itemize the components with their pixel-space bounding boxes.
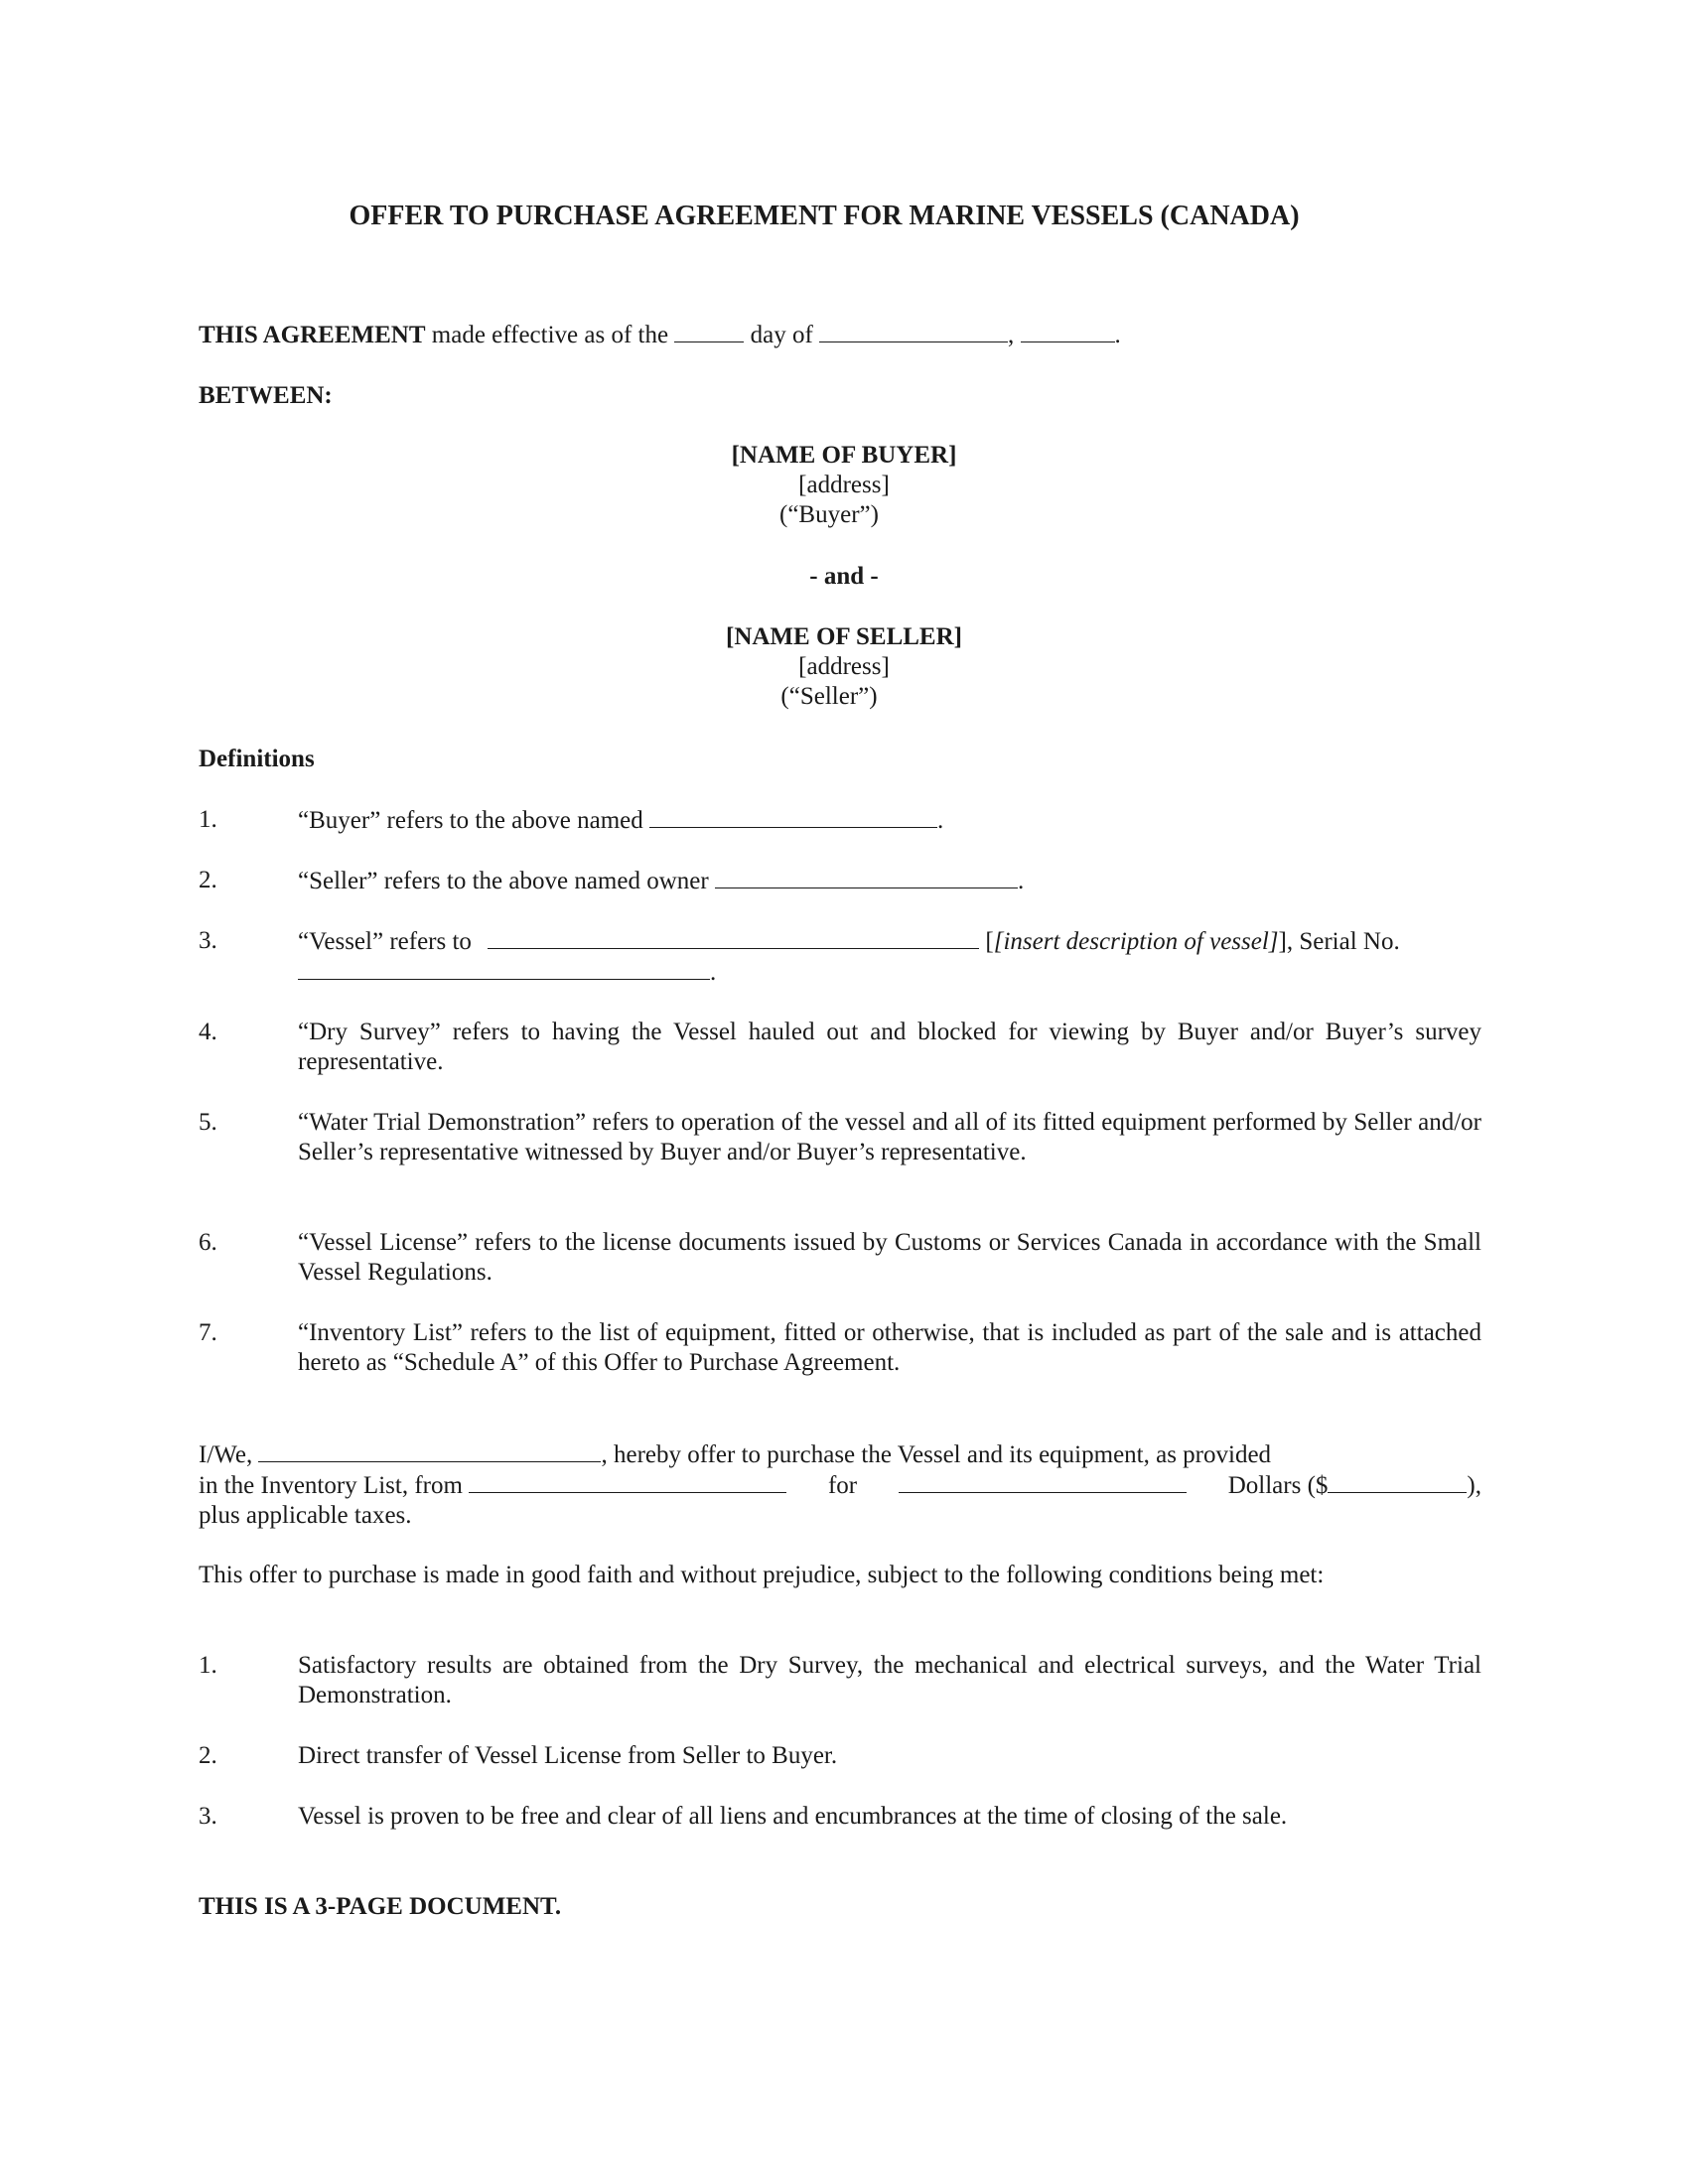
serial-number-blank[interactable] (298, 957, 710, 980)
buyer-role: (“Buyer”) (779, 501, 879, 528)
definition-number: 1. (199, 806, 217, 833)
day-of-label: day of (750, 322, 813, 348)
definition-text: “Buyer” refers to the above named (298, 807, 643, 834)
for-label: for (827, 1472, 858, 1499)
condition-item (199, 1651, 1481, 1710)
vessel-description-blank[interactable] (488, 926, 979, 949)
definition-item: 3. “Vessel” refers to [[insert description of vessel]], Serial No. . (199, 927, 1400, 986)
seller-name: [NAME OF SELLER] (726, 623, 962, 650)
definition-item (199, 1018, 1481, 1077)
seller-name-blank[interactable] (715, 866, 1018, 888)
offer-lead: I/We, (199, 1441, 253, 1468)
from-party-blank[interactable] (469, 1470, 786, 1493)
amount-figures-blank[interactable] (1328, 1470, 1467, 1493)
definition-number: 5. (199, 1109, 217, 1136)
definition-text: “Water Trial Demonstration” refers to operation of the vessel and all of its fitted equipment performed by Seller and/or Seller’s representative witnessed by Buyer and/or Buyer’s representative. (298, 1109, 1481, 1165)
buyer-block (695, 441, 993, 530)
offer-text-1: , hereby offer to purchase the Vessel and its equipment, as provided (601, 1441, 1272, 1468)
definition-punct: . (1017, 868, 1025, 894)
definition-item (199, 866, 1481, 896)
definition-item (199, 1228, 1481, 1288)
offer-paragraph (199, 1439, 1481, 1531)
seller-address: [address] (798, 653, 890, 680)
page-count-note: THIS IS A 3-PAGE DOCUMENT. (199, 1893, 562, 1920)
seller-block (695, 622, 993, 712)
agreement-intro (199, 320, 1481, 350)
offer-text-2: in the Inventory List, from (199, 1472, 463, 1499)
condition-text: Direct transfer of Vessel License from Seller to Buyer. (298, 1742, 838, 1769)
intro-comma: , (1008, 322, 1015, 348)
definition-number: 3. (199, 927, 217, 954)
definition-punct: . (710, 959, 717, 986)
definition-item (199, 1108, 1481, 1167)
definition-punct: . (937, 807, 944, 834)
condition-text: Vessel is proven to be free and clear of all liens and encumbrances at the time of closing of the sale. (298, 1803, 1288, 1830)
condition-item (199, 1741, 1481, 1771)
definition-number: 4. (199, 1019, 217, 1045)
condition-number: 1. (199, 1652, 217, 1679)
between-label: BETWEEN: (199, 382, 333, 409)
intro-lead: THIS AGREEMENT (199, 322, 426, 348)
offeror-name-blank[interactable] (258, 1439, 601, 1462)
definition-number: 6. (199, 1229, 217, 1256)
condition-number: 2. (199, 1742, 217, 1769)
definitions-heading: Definitions (199, 746, 315, 772)
year-blank[interactable] (1021, 320, 1115, 342)
definition-item (199, 1318, 1481, 1378)
condition-number: 3. (199, 1803, 217, 1830)
intro-period: . (1114, 322, 1121, 348)
definition-number: 7. (199, 1319, 217, 1346)
definition-item (199, 805, 1481, 836)
definition-text: “Seller” refers to the above named owner (298, 868, 709, 894)
intro-text: made effective as of the (431, 322, 669, 348)
day-blank[interactable] (674, 320, 744, 342)
definition-text: “Vessel License” refers to the license documents issued by Customs or Services Canada in accordance with the Small Vessel Regulations. (298, 1229, 1481, 1286)
definition-text: “Vessel” refers to (298, 928, 472, 955)
buyer-name-blank[interactable] (649, 805, 937, 828)
month-blank[interactable] (819, 320, 1008, 342)
buyer-name: [NAME OF BUYER] (731, 442, 957, 469)
definition-text: “Dry Survey” refers to having the Vessel hauled out and blocked for viewing by Buyer and/or Buyer’s survey representative. (298, 1019, 1481, 1075)
offer-close: ), (1467, 1472, 1481, 1499)
condition-item (199, 1802, 1481, 1832)
vessel-description-hint: [insert description of vessel] (993, 928, 1279, 955)
amount-words-blank[interactable] (899, 1470, 1187, 1493)
serial-label: , Serial No. (1286, 928, 1400, 955)
and-separator: - and - (809, 563, 879, 590)
dollars-label: Dollars ($ (1227, 1472, 1329, 1499)
definition-number: 2. (199, 867, 217, 893)
document-title: OFFER TO PURCHASE AGREEMENT FOR MARINE VESSELS (CANADA) (349, 201, 1300, 231)
seller-role: (“Seller”) (780, 683, 878, 710)
definition-text: “Inventory List” refers to the list of equipment, fitted or otherwise, that is included as part of the sale and is attached hereto as “Schedule A” of this Offer to Purchase Agreement. (298, 1319, 1481, 1376)
condition-text: Satisfactory results are obtained from the Dry Survey, the mechanical and electrical surveys, and the Water Trial Demonstration. (298, 1652, 1481, 1708)
offer-text-3: plus applicable taxes. (199, 1502, 412, 1529)
buyer-address: [address] (798, 472, 890, 498)
conditions-intro: This offer to purchase is made in good faith and without prejudice, subject to the following conditions being met: (199, 1562, 1325, 1588)
